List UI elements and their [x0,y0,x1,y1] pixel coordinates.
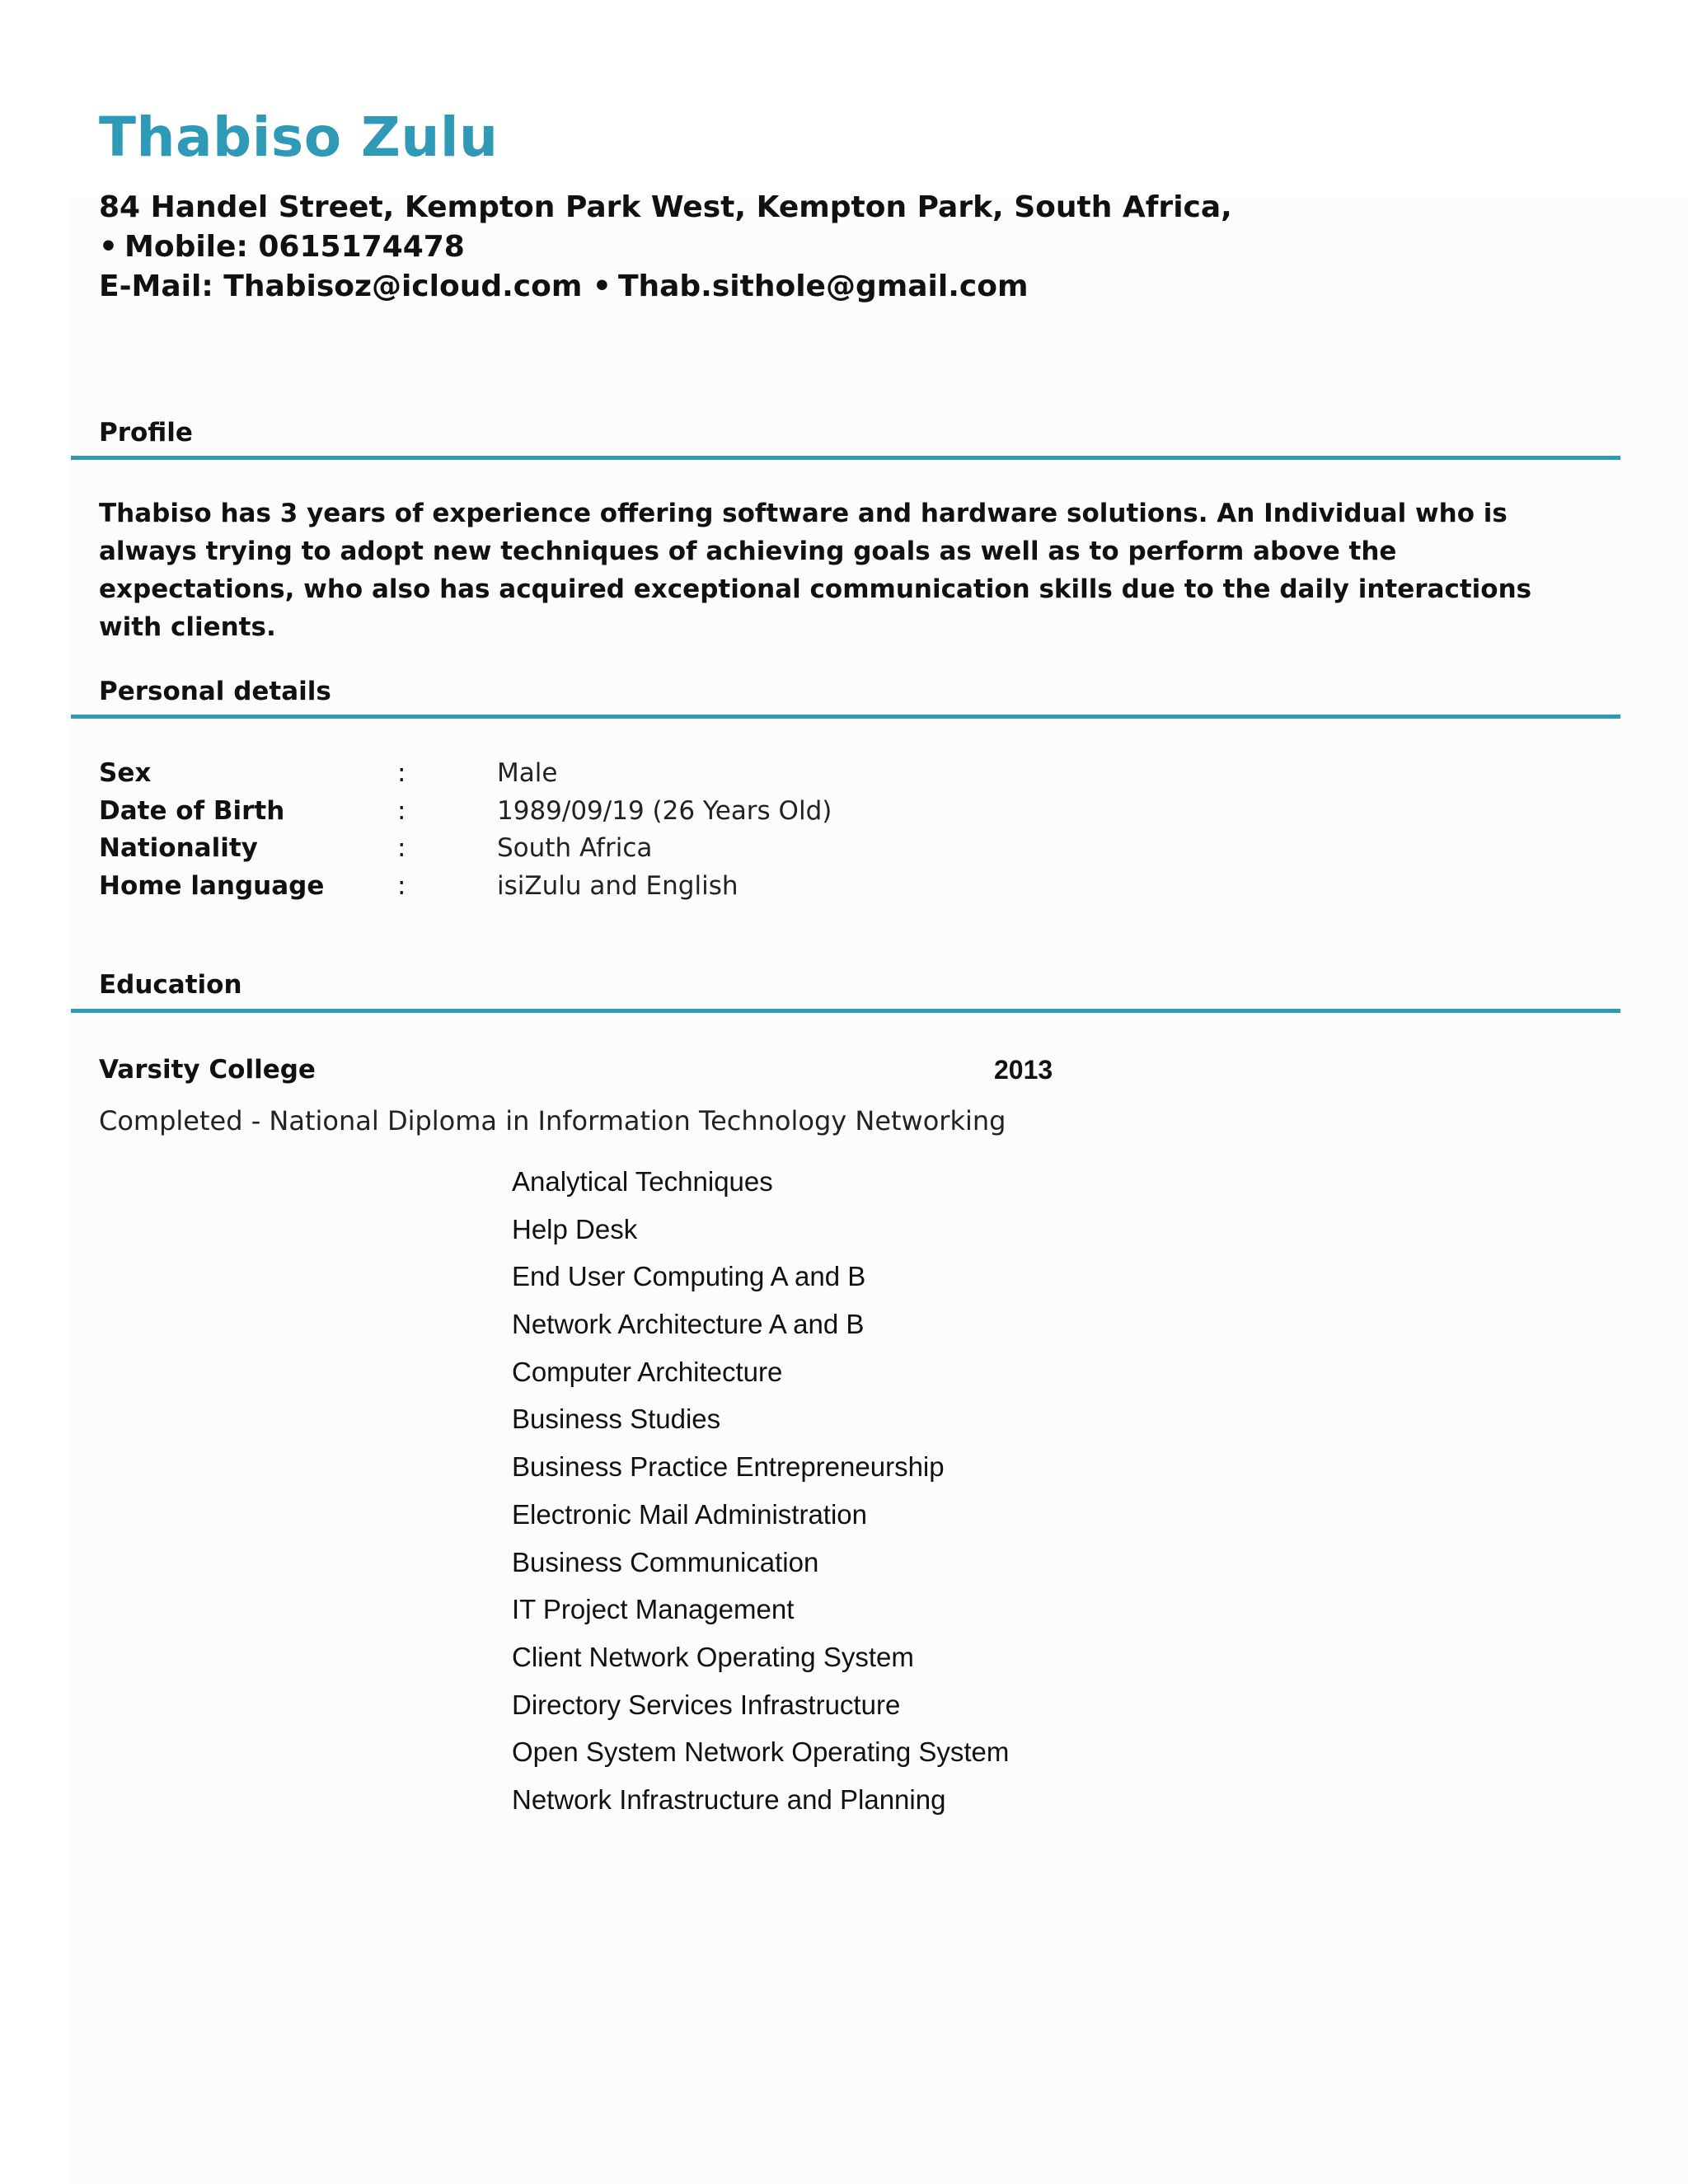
module-item: Analytical Techniques [512,1166,773,1197]
detail-label: Sex [99,758,152,788]
module-item: Client Network Operating System [512,1641,914,1672]
detail-label: Nationality [99,833,258,863]
detail-row-home-language [99,867,1088,905]
module-item: Directory Services Infrastructure [512,1689,901,1720]
school-name: Varsity College [99,1055,316,1085]
module-item: Computer Architecture [512,1356,783,1387]
module-list [512,1158,1009,1824]
detail-separator: : [397,833,406,863]
qualification: Completed - National Diploma in Information Technology Networking [99,1105,1006,1137]
mobile-line [99,227,1599,267]
mobile-number: Mobile: 0615174478 [124,230,465,264]
primary-email: E-Mail: Thabisoz@icloud.com [99,269,583,303]
education-divider [71,1009,1620,1013]
graduation-year: 2013 [994,1055,1053,1085]
detail-label: Date of Birth [99,796,285,826]
personal-details-heading: Personal details [99,677,331,706]
detail-label: Home language [99,871,325,901]
module-item: Business Studies [512,1404,721,1435]
education-heading: Education [99,970,242,1000]
module-item: Business Communication [512,1546,819,1577]
module-item: Electronic Mail Administration [512,1498,867,1530]
module-item: Network Infrastructure and Planning [512,1783,946,1815]
contact-block [99,188,1599,307]
bullet-icon: • [592,269,612,303]
module-item: Network Architecture A and B [512,1309,865,1340]
profile-divider [71,456,1620,460]
secondary-email: Thab.sithole@gmail.com [617,269,1029,303]
bullet-icon: • [99,230,119,264]
email-line [99,267,1599,307]
candidate-name: Thabiso Zulu [99,105,499,169]
detail-value: South Africa [497,833,653,863]
detail-separator: : [397,796,406,826]
module-item: End User Computing A and B [512,1261,866,1292]
module-item: Business Practice Entrepreneurship [512,1451,945,1483]
detail-value: isiZulu and English [497,871,738,901]
detail-row-date-of-birth [99,792,1088,830]
module-item: IT Project Management [512,1594,795,1625]
module-item: Open System Network Operating System [512,1736,1010,1768]
detail-separator: : [397,871,406,901]
profile-heading: Profile [99,418,193,448]
personal-details-divider [71,715,1620,719]
detail-value: Male [497,758,558,788]
detail-row-nationality [99,829,1088,867]
detail-value: 1989/09/19 (26 Years Old) [497,796,832,826]
detail-separator: : [397,758,406,788]
address-line: 84 Handel Street, Kempton Park West, Kempton Park, South Africa, [99,190,1232,224]
profile-summary: Thabiso has 3 years of experience offering software and hardware solutions. An Individual who is always trying to adopt new techniques of achieving goals as well as to perform above the expectations, who also has acquired exceptional communication skills due to the daily interactions with clients. [99,499,1532,642]
module-item: Help Desk [512,1213,638,1244]
detail-row-sex [99,754,1088,792]
